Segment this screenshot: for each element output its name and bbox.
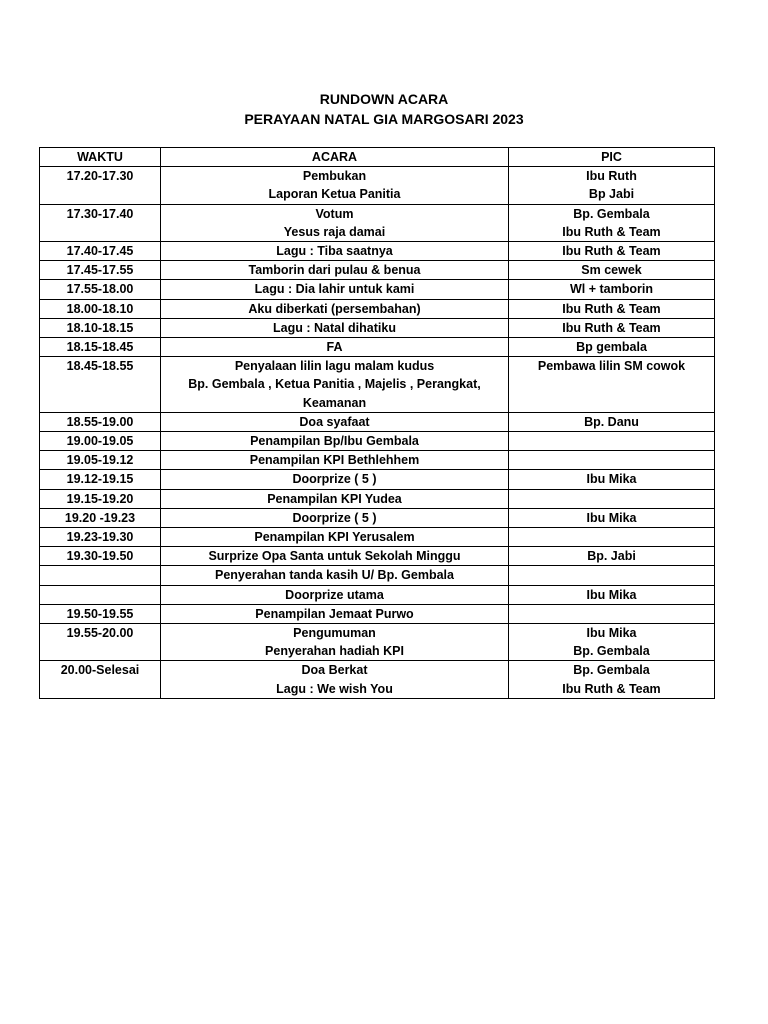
cell-acara <box>161 261 509 280</box>
pic-line <box>511 451 712 469</box>
pic-line: Bp. Jabi <box>587 549 636 564</box>
waktu-text: 19.15-19.20 <box>66 491 134 506</box>
cell-pic <box>509 280 715 299</box>
cell-pic <box>509 661 715 698</box>
pic-line: Ibu Ruth & Team <box>562 681 661 696</box>
acara-line: Penampilan KPI Yerusalem <box>254 530 415 545</box>
table-row <box>40 604 715 623</box>
acara-line: Penampilan Bp/Ibu Gembala <box>250 434 419 449</box>
waktu-text <box>42 566 158 584</box>
acara-line: Keamanan <box>302 395 367 410</box>
cell-waktu <box>40 338 161 357</box>
cell-waktu <box>40 661 161 698</box>
cell-pic <box>509 318 715 337</box>
cell-acara <box>161 412 509 431</box>
cell-pic <box>509 585 715 604</box>
cell-acara <box>161 299 509 318</box>
pic-line: Ibu Ruth <box>586 169 637 184</box>
header-pic: PIC <box>509 148 715 167</box>
cell-waktu <box>40 357 161 413</box>
cell-pic <box>509 357 715 413</box>
table-row <box>40 167 715 204</box>
pic-line: Wl + tamborin <box>570 282 653 297</box>
table-body <box>40 167 715 699</box>
cell-acara <box>161 661 509 698</box>
acara-line: Penampilan Jemaat Purwo <box>255 606 414 621</box>
table-row <box>40 585 715 604</box>
acara-line: Aku diberkati (persembahan) <box>248 301 421 316</box>
pic-line: Bp. Gembala <box>573 644 650 659</box>
waktu-text: 17.45-17.55 <box>66 263 134 278</box>
waktu-text: 19.55-20.00 <box>66 626 134 641</box>
cell-acara <box>161 585 509 604</box>
pic-line: Ibu Mika <box>586 626 637 641</box>
cell-pic <box>509 547 715 566</box>
acara-line: Bp. Gembala , Ketua Panitia , Majelis , Perangkat, <box>188 377 481 392</box>
cell-acara <box>161 357 509 413</box>
acara-line: Penyerahan hadiah KPI <box>265 644 404 659</box>
header-acara: ACARA <box>161 148 509 167</box>
pic-line <box>511 528 712 546</box>
cell-pic <box>509 566 715 585</box>
waktu-text: 18.55-19.00 <box>66 414 134 429</box>
cell-acara <box>161 566 509 585</box>
waktu-text: 17.40-17.45 <box>66 244 134 259</box>
acara-line: Laporan Ketua Panitia <box>268 187 401 202</box>
table-row <box>40 204 715 241</box>
document-title: RUNDOWN ACARA <box>319 91 449 107</box>
cell-waktu <box>40 451 161 470</box>
acara-line: Pembukan <box>302 169 367 184</box>
table-row <box>40 432 715 451</box>
cell-acara <box>161 280 509 299</box>
cell-waktu <box>40 585 161 604</box>
table-row <box>40 451 715 470</box>
table-row <box>40 470 715 489</box>
table-row <box>40 299 715 318</box>
table-row <box>40 508 715 527</box>
waktu-text: 19.23-19.30 <box>66 530 134 545</box>
waktu-text: 19.30-19.50 <box>66 549 134 564</box>
acara-line: Doorprize ( 5 ) <box>292 472 377 487</box>
cell-pic <box>509 167 715 204</box>
waktu-text: 17.20-17.30 <box>66 169 134 184</box>
cell-pic <box>509 242 715 261</box>
cell-waktu <box>40 508 161 527</box>
pic-line: Ibu Mika <box>586 510 637 525</box>
cell-pic <box>509 508 715 527</box>
document-subtitle: PERAYAAN NATAL GIA MARGOSARI 2023 <box>244 111 524 127</box>
cell-acara <box>161 624 509 661</box>
cell-pic <box>509 528 715 547</box>
acara-line: Lagu : Natal dihatiku <box>273 320 396 335</box>
acara-line: Doa syafaat <box>299 414 370 429</box>
pic-line: Ibu Ruth & Team <box>562 224 661 239</box>
cell-waktu <box>40 624 161 661</box>
cell-acara <box>161 432 509 451</box>
acara-line: Surprize Opa Santa untuk Sekolah Minggu <box>208 549 461 564</box>
cell-waktu <box>40 280 161 299</box>
waktu-text: 19.05-19.12 <box>66 453 134 468</box>
cell-acara <box>161 167 509 204</box>
waktu-text: 19.50-19.55 <box>66 606 134 621</box>
cell-waktu <box>40 299 161 318</box>
pic-line: Bp. Danu <box>584 414 639 429</box>
waktu-text: 17.30-17.40 <box>66 206 134 221</box>
cell-waktu <box>40 489 161 508</box>
cell-waktu <box>40 604 161 623</box>
pic-line <box>511 432 712 450</box>
acara-line: Penyalaan lilin lagu malam kudus <box>234 359 435 374</box>
cell-pic <box>509 432 715 451</box>
cell-pic <box>509 261 715 280</box>
waktu-text: 19.20 -19.23 <box>64 510 136 525</box>
table-row <box>40 412 715 431</box>
acara-line: Doorprize ( 5 ) <box>292 510 377 525</box>
waktu-text: 18.10-18.15 <box>66 320 134 335</box>
rundown-table <box>39 147 715 699</box>
cell-acara <box>161 204 509 241</box>
pic-line <box>511 566 712 584</box>
table-row <box>40 624 715 661</box>
table-row <box>40 242 715 261</box>
table-row <box>40 357 715 413</box>
cell-acara <box>161 547 509 566</box>
table-row <box>40 547 715 566</box>
cell-waktu <box>40 261 161 280</box>
pic-line: Bp gembala <box>576 340 647 355</box>
cell-waktu <box>40 547 161 566</box>
cell-pic <box>509 489 715 508</box>
acara-line: Doa Berkat <box>301 663 368 678</box>
acara-line: FA <box>326 340 343 355</box>
cell-waktu <box>40 167 161 204</box>
cell-acara <box>161 528 509 547</box>
table-row <box>40 338 715 357</box>
cell-pic <box>509 451 715 470</box>
pic-line: Ibu Mika <box>586 587 637 602</box>
pic-line: Bp Jabi <box>588 187 635 202</box>
acara-line: Doorprize utama <box>285 587 384 602</box>
pic-line: Ibu Mika <box>586 472 637 487</box>
waktu-text: 19.00-19.05 <box>66 434 134 449</box>
table-row <box>40 489 715 508</box>
waktu-text: 19.12-19.15 <box>66 472 134 487</box>
acara-line: Lagu : Tiba saatnya <box>276 244 393 259</box>
pic-line: Ibu Ruth & Team <box>562 244 661 259</box>
cell-pic <box>509 604 715 623</box>
cell-acara <box>161 489 509 508</box>
acara-line: Lagu : Dia lahir untuk kami <box>254 282 415 297</box>
cell-acara <box>161 338 509 357</box>
acara-line: Votum <box>315 206 354 221</box>
cell-acara <box>161 508 509 527</box>
acara-line: Yesus raja damai <box>283 224 386 239</box>
table-row <box>40 261 715 280</box>
table-row <box>40 661 715 698</box>
cell-pic <box>509 624 715 661</box>
pic-line: Bp. Gembala <box>573 663 650 678</box>
pic-line: Ibu Ruth & Team <box>562 301 661 316</box>
cell-waktu <box>40 432 161 451</box>
cell-pic <box>509 204 715 241</box>
cell-acara <box>161 604 509 623</box>
cell-waktu <box>40 566 161 585</box>
waktu-text: 20.00-Selesai <box>60 663 140 678</box>
cell-acara <box>161 451 509 470</box>
pic-line: Pembawa lilin SM cowok <box>537 359 686 374</box>
waktu-text <box>42 586 158 604</box>
cell-waktu <box>40 470 161 489</box>
cell-waktu <box>40 242 161 261</box>
cell-waktu <box>40 204 161 241</box>
table-row <box>40 528 715 547</box>
cell-acara <box>161 242 509 261</box>
pic-line: Sm cewek <box>581 263 642 278</box>
pic-line: Bp. Gembala <box>573 206 650 221</box>
table-row <box>40 566 715 585</box>
acara-line: Penampilan KPI Bethlehhem <box>249 453 420 468</box>
pic-line <box>511 490 712 508</box>
acara-line: Penyerahan tanda kasih U/ Bp. Gembala <box>215 568 454 583</box>
cell-pic <box>509 412 715 431</box>
cell-acara <box>161 470 509 489</box>
cell-acara <box>161 318 509 337</box>
cell-pic <box>509 470 715 489</box>
acara-line: Lagu : We wish You <box>276 681 393 696</box>
cell-waktu <box>40 528 161 547</box>
waktu-text: 18.45-18.55 <box>66 359 134 374</box>
cell-waktu <box>40 318 161 337</box>
waktu-text: 18.15-18.45 <box>66 340 134 355</box>
acara-line: Pengumuman <box>293 626 376 641</box>
cell-pic <box>509 299 715 318</box>
table-row <box>40 280 715 299</box>
acara-line: Penampilan KPI Yudea <box>267 491 402 506</box>
pic-line: Ibu Ruth & Team <box>562 320 661 335</box>
cell-waktu <box>40 412 161 431</box>
cell-pic <box>509 338 715 357</box>
table-row <box>40 318 715 337</box>
acara-line: Tamborin dari pulau & benua <box>248 263 421 278</box>
table-header-row <box>40 148 715 167</box>
waktu-text: 17.55-18.00 <box>66 282 134 297</box>
pic-line <box>511 605 712 623</box>
header-waktu: WAKTU <box>40 148 161 167</box>
waktu-text: 18.00-18.10 <box>66 301 134 316</box>
